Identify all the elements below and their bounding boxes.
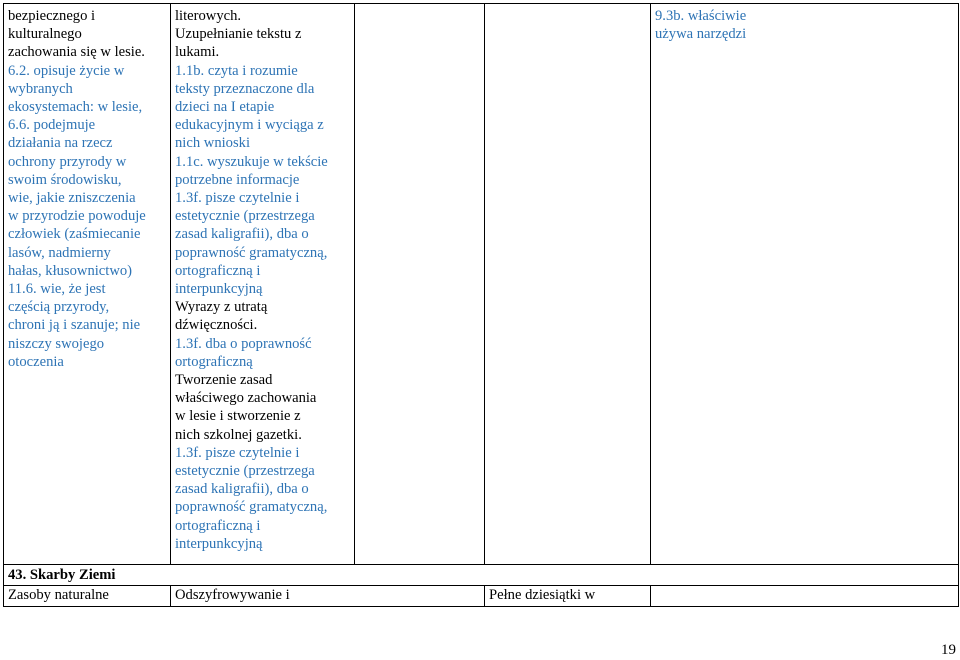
col2-text [175, 7, 350, 553]
col2-line: interpunkcyjną [175, 535, 263, 552]
bottom-cell-3: Pełne dziesiątki w [485, 586, 651, 607]
col2-line: 1.3f. pisze czytelnie i [175, 444, 300, 461]
col1-line: ochrony przyrody w [8, 153, 127, 170]
col3-cell [355, 4, 485, 565]
col2-line: literowych. [175, 8, 242, 24]
col2-line: estetycznie (przestrzega [175, 208, 315, 225]
col2-line: nich wnioski [175, 135, 250, 152]
col1-cell [4, 4, 171, 565]
col1-line: otoczenia [8, 353, 64, 370]
col2-line: właściwego zachowania [175, 390, 317, 407]
col1-line: wybranych [8, 80, 73, 97]
col5-text [655, 7, 954, 43]
col2-line: Wyrazy z utratą [175, 299, 268, 316]
col1-line: hałas, kłusownictwo) [8, 262, 133, 279]
col2-line: dzieci na I etapie [175, 99, 275, 116]
col2-cell [171, 4, 355, 565]
col1-line: częścią przyrody, [8, 299, 110, 316]
section-heading-row [4, 565, 959, 586]
col1-line: niszczy swojego [8, 335, 105, 352]
col2-line: 1.1b. czyta i rozumie [175, 62, 298, 79]
col2-line: edukacyjnym i wyciąga z [175, 117, 324, 134]
col2-line: lukami. [175, 44, 220, 61]
col2-line: 1.3f. pisze czytelnie i [175, 190, 300, 207]
col1-line: bezpiecznego i [8, 8, 96, 24]
col2-line: zasad kaligrafii), dba o [175, 226, 309, 243]
col2-line: 1.1c. wyszukuje w tekście [175, 153, 328, 170]
content-row [4, 4, 959, 565]
col2-line: Tworzenie zasad [175, 372, 273, 389]
col4-cell [485, 4, 651, 565]
col2-line: w lesie i stworzenie z [175, 408, 301, 425]
col2-line: ortograficzną i [175, 262, 261, 279]
col1-line: 6.2. opisuje życie w [8, 62, 125, 79]
col5-line: używa narzędzi [655, 26, 747, 43]
bottom-cell-2: Odszyfrowywanie i [171, 586, 485, 607]
col2-line: poprawność gramatyczną, [175, 499, 328, 516]
bottom-cell-1: Zasoby naturalne [4, 586, 171, 607]
col5-line: 9.3b. właściwie [655, 8, 747, 24]
col5-cell [651, 4, 959, 565]
col1-line: ekosystemach: w lesie, [8, 99, 143, 116]
col1-text [8, 7, 166, 371]
col2-line: interpunkcyjną [175, 281, 263, 298]
section-heading: 43. Skarby Ziemi [4, 565, 959, 586]
col1-line: działania na rzecz [8, 135, 113, 152]
col2-line: potrzebne informacje [175, 171, 300, 188]
col2-line: Uzupełnianie tekstu z [175, 26, 302, 43]
col2-line: 1.3f. dba o poprawność [175, 335, 312, 352]
col1-line: chroni ją i szanuje; nie [8, 317, 141, 334]
page-number: 19 [941, 642, 956, 658]
col1-line: 11.6. wie, że jest [8, 281, 106, 298]
col1-line: lasów, nadmierny [8, 244, 111, 261]
bottom-cell-4 [651, 586, 959, 607]
col1-line: człowiek (zaśmiecanie [8, 226, 141, 243]
col1-line: 6.6. podejmuje [8, 117, 96, 134]
col2-line: zasad kaligrafii), dba o [175, 481, 309, 498]
col1-line: swoim środowisku, [8, 171, 122, 188]
col2-line: ortograficzną [175, 353, 253, 370]
col2-line: nich szkolnej gazetki. [175, 426, 302, 443]
col2-line: dźwięczności. [175, 317, 258, 334]
col2-line: ortograficzną i [175, 517, 261, 534]
col2-line: poprawność gramatyczną, [175, 244, 328, 261]
col2-line: teksty przeznaczone dla [175, 80, 315, 97]
col1-line: wie, jakie zniszczenia [8, 190, 136, 207]
bottom-row [4, 586, 959, 607]
col1-line: w przyrodzie powoduje [8, 208, 146, 225]
col1-line: zachowania się w lesie. [8, 44, 145, 61]
col2-line: estetycznie (przestrzega [175, 463, 315, 480]
col1-line: kulturalnego [8, 26, 82, 43]
curriculum-table [3, 3, 959, 607]
